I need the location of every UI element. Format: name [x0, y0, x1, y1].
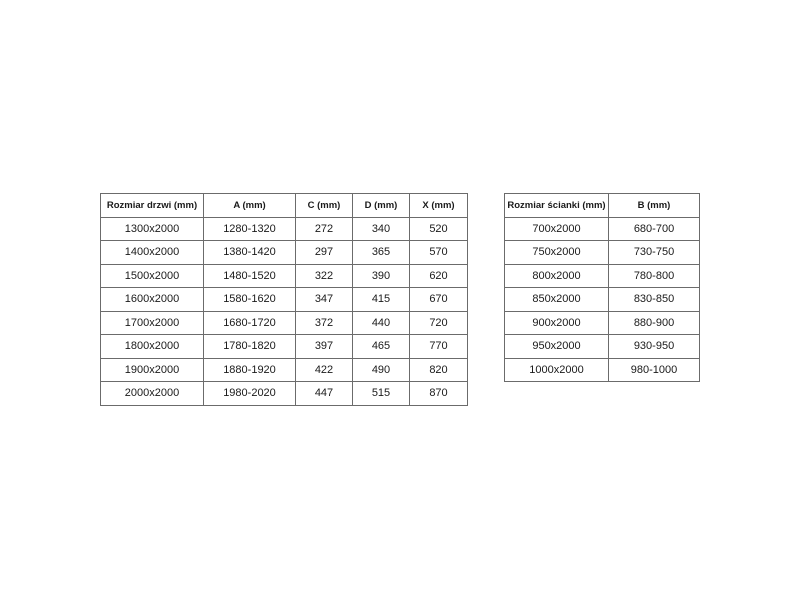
table-cell: 670 — [410, 288, 468, 312]
table-cell: 1500x2000 — [101, 264, 204, 288]
table-cell: 1800x2000 — [101, 335, 204, 359]
table-row — [505, 311, 700, 335]
table-row — [101, 288, 468, 312]
table-cell: 980-1000 — [609, 358, 700, 382]
header-x: X (mm) — [410, 194, 468, 218]
table-cell: 1380-1420 — [204, 241, 296, 265]
table-cell: 780-800 — [609, 264, 700, 288]
table-row — [505, 264, 700, 288]
table-cell: 770 — [410, 335, 468, 359]
header-wall-size: Rozmiar ścianki (mm) — [505, 194, 609, 218]
table-cell: 1680-1720 — [204, 311, 296, 335]
table-cell: 820 — [410, 358, 468, 382]
table-cell: 900x2000 — [505, 311, 609, 335]
table-cell: 680-700 — [609, 217, 700, 241]
table-cell: 2000x2000 — [101, 382, 204, 406]
header-c: C (mm) — [296, 194, 353, 218]
header-b: B (mm) — [609, 194, 700, 218]
table-row — [101, 358, 468, 382]
table-row — [101, 241, 468, 265]
table-row — [505, 335, 700, 359]
table-cell: 1280-1320 — [204, 217, 296, 241]
header-a: A (mm) — [204, 194, 296, 218]
table-row — [505, 288, 700, 312]
wall-sizes-table — [504, 193, 700, 382]
table-cell: 570 — [410, 241, 468, 265]
table-cell: 720 — [410, 311, 468, 335]
table-cell: 850x2000 — [505, 288, 609, 312]
table-row — [101, 311, 468, 335]
table-cell: 365 — [353, 241, 410, 265]
header-d: D (mm) — [353, 194, 410, 218]
table-cell: 440 — [353, 311, 410, 335]
table-cell: 322 — [296, 264, 353, 288]
table-cell: 272 — [296, 217, 353, 241]
table-cell: 1580-1620 — [204, 288, 296, 312]
table-cell: 830-850 — [609, 288, 700, 312]
table-cell: 870 — [410, 382, 468, 406]
table-cell: 372 — [296, 311, 353, 335]
table-row — [505, 358, 700, 382]
table-cell: 415 — [353, 288, 410, 312]
table-cell: 880-900 — [609, 311, 700, 335]
table-cell: 1480-1520 — [204, 264, 296, 288]
table-cell: 1880-1920 — [204, 358, 296, 382]
table-cell: 447 — [296, 382, 353, 406]
table-row — [101, 264, 468, 288]
table-cell: 1400x2000 — [101, 241, 204, 265]
table-cell: 465 — [353, 335, 410, 359]
table-cell: 1780-1820 — [204, 335, 296, 359]
table-cell: 800x2000 — [505, 264, 609, 288]
table-cell: 620 — [410, 264, 468, 288]
table-cell: 700x2000 — [505, 217, 609, 241]
table-header-row — [101, 194, 468, 218]
table-row — [101, 382, 468, 406]
table-cell: 422 — [296, 358, 353, 382]
door-sizes-table — [100, 193, 468, 406]
table-cell: 515 — [353, 382, 410, 406]
table-cell: 1600x2000 — [101, 288, 204, 312]
table-cell: 750x2000 — [505, 241, 609, 265]
table-cell: 297 — [296, 241, 353, 265]
table-row — [505, 217, 700, 241]
table-cell: 390 — [353, 264, 410, 288]
table-cell: 1300x2000 — [101, 217, 204, 241]
table-cell: 490 — [353, 358, 410, 382]
table-cell: 950x2000 — [505, 335, 609, 359]
table-cell: 340 — [353, 217, 410, 241]
table-cell: 520 — [410, 217, 468, 241]
table-cell: 397 — [296, 335, 353, 359]
header-door-size: Rozmiar drzwi (mm) — [101, 194, 204, 218]
table-cell: 347 — [296, 288, 353, 312]
table-row — [505, 241, 700, 265]
table-cell: 1000x2000 — [505, 358, 609, 382]
table-cell: 1700x2000 — [101, 311, 204, 335]
table-cell: 1900x2000 — [101, 358, 204, 382]
table-cell: 1980-2020 — [204, 382, 296, 406]
table-row — [101, 335, 468, 359]
table-row — [101, 217, 468, 241]
table-cell: 930-950 — [609, 335, 700, 359]
table-header-row — [505, 194, 700, 218]
table-cell: 730-750 — [609, 241, 700, 265]
